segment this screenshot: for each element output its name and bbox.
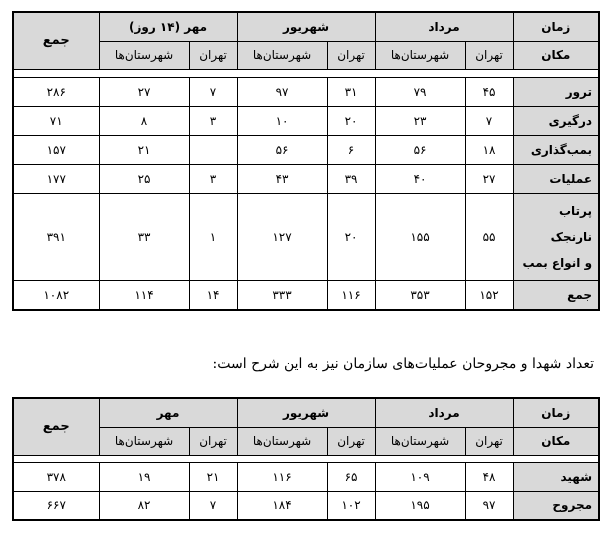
cell: ۳۵۳ [375,280,465,310]
cell: ۱۱۶ [237,462,327,491]
sub-header-cities: شهرستان‌ها [99,41,189,69]
table-row [13,135,599,164]
spacer-row [13,455,599,462]
row-total: ۳۷۸ [13,462,99,491]
month-header-mehr: مهر [99,398,237,427]
sub-header-tehran: تهران [465,427,513,455]
table-row [13,106,599,135]
cell: ۳ [189,164,237,193]
cell: ۱۸۴ [237,491,327,520]
cell: ۱۲۷ [237,193,327,280]
cell: ۷۹ [375,77,465,106]
table-row [13,462,599,491]
sub-header-cities: شهرستان‌ها [375,427,465,455]
cell: ۱۰۲ [327,491,375,520]
cell: ۸۲ [99,491,189,520]
table-row [13,491,599,520]
cell: ۴۵ [465,77,513,106]
cell: ۲۳ [375,106,465,135]
cell: ۹۷ [465,491,513,520]
sub-header-tehran: تهران [327,41,375,69]
time-label: زمان [513,12,599,41]
row-total: ۶۶۷ [13,491,99,520]
total-header: جمع [13,398,99,455]
cell: ۵۵ [465,193,513,280]
total-header: جمع [13,12,99,69]
row-total: ۱۰۸۲ [13,280,99,310]
cell: ۳۳۳ [237,280,327,310]
row-total: ۷۱ [13,106,99,135]
sub-header-tehran: تهران [189,41,237,69]
cell: ۷ [189,77,237,106]
sub-header-tehran: تهران [465,41,513,69]
row-label-line: نارنجک [550,229,593,244]
cell: ۱۴ [189,280,237,310]
row-label: ترور [513,77,599,106]
cell: ۱۹ [99,462,189,491]
cell: ۲۱ [189,462,237,491]
cell: ۱ [189,193,237,280]
cell: ۳۹ [327,164,375,193]
time-label: زمان [513,398,599,427]
cell: ۲۰ [327,106,375,135]
cell: ۱۱۶ [327,280,375,310]
cell: ۶۵ [327,462,375,491]
sub-header-cities: شهرستان‌ها [99,427,189,455]
table-row-total [13,280,599,310]
row-label [513,193,599,280]
month-header-mordad: مرداد [375,12,513,41]
cell: ۸ [99,106,189,135]
row-label: عملیات [513,164,599,193]
cell: ۱۰ [237,106,327,135]
cell: ۲۷ [99,77,189,106]
cell [189,135,237,164]
cell: ۳ [189,106,237,135]
cell: ۴۰ [375,164,465,193]
cell: ۷ [189,491,237,520]
row-label-line: و انواع بمب [522,255,593,270]
row-label: شهید [513,462,599,491]
month-header-mordad: مرداد [375,398,513,427]
sub-header-tehran: تهران [189,427,237,455]
month-header-mehr: مهر (۱۴ روز) [99,12,237,41]
sub-header-tehran: تهران [327,427,375,455]
cell: ۲۰ [327,193,375,280]
cell: ۲۵ [99,164,189,193]
cell: ۱۰۹ [375,462,465,491]
row-total: ۳۹۱ [13,193,99,280]
month-header-shahrivar: شهریور [237,12,375,41]
row-total: ۲۸۶ [13,77,99,106]
row-label-line: پرتاب [558,203,593,218]
row-label: جمع [513,280,599,310]
cell: ۱۸ [465,135,513,164]
sub-header-cities: شهرستان‌ها [237,41,327,69]
month-header-shahrivar: شهریور [237,398,375,427]
place-label: مکان [513,41,599,69]
spacer-row [13,69,599,77]
cell: ۴۸ [465,462,513,491]
cell: ۱۱۴ [99,280,189,310]
cell: ۵۶ [375,135,465,164]
cell: ۹۷ [237,77,327,106]
table-row [13,164,599,193]
cell: ۲۱ [99,135,189,164]
casualties-caption: تعداد شهدا و مجروحان عملیات‌های سازمان نیز به این شرح است: [212,356,594,372]
row-label: مجروح [513,491,599,520]
casualties-table [12,397,600,521]
cell: ۲۷ [465,164,513,193]
table-row [13,193,599,280]
sub-header-cities: شهرستان‌ها [375,41,465,69]
row-total: ۱۵۷ [13,135,99,164]
cell: ۳۳ [99,193,189,280]
place-label: مکان [513,427,599,455]
cell: ۱۵۲ [465,280,513,310]
cell: ۷ [465,106,513,135]
row-label: بمب‌گذاری [513,135,599,164]
row-label: درگیری [513,106,599,135]
cell: ۱۹۵ [375,491,465,520]
operations-table [12,11,600,311]
table-row [13,77,599,106]
cell: ۱۵۵ [375,193,465,280]
cell: ۳۱ [327,77,375,106]
cell: ۵۶ [237,135,327,164]
cell: ۶ [327,135,375,164]
sub-header-cities: شهرستان‌ها [237,427,327,455]
row-total: ۱۷۷ [13,164,99,193]
cell: ۴۳ [237,164,327,193]
